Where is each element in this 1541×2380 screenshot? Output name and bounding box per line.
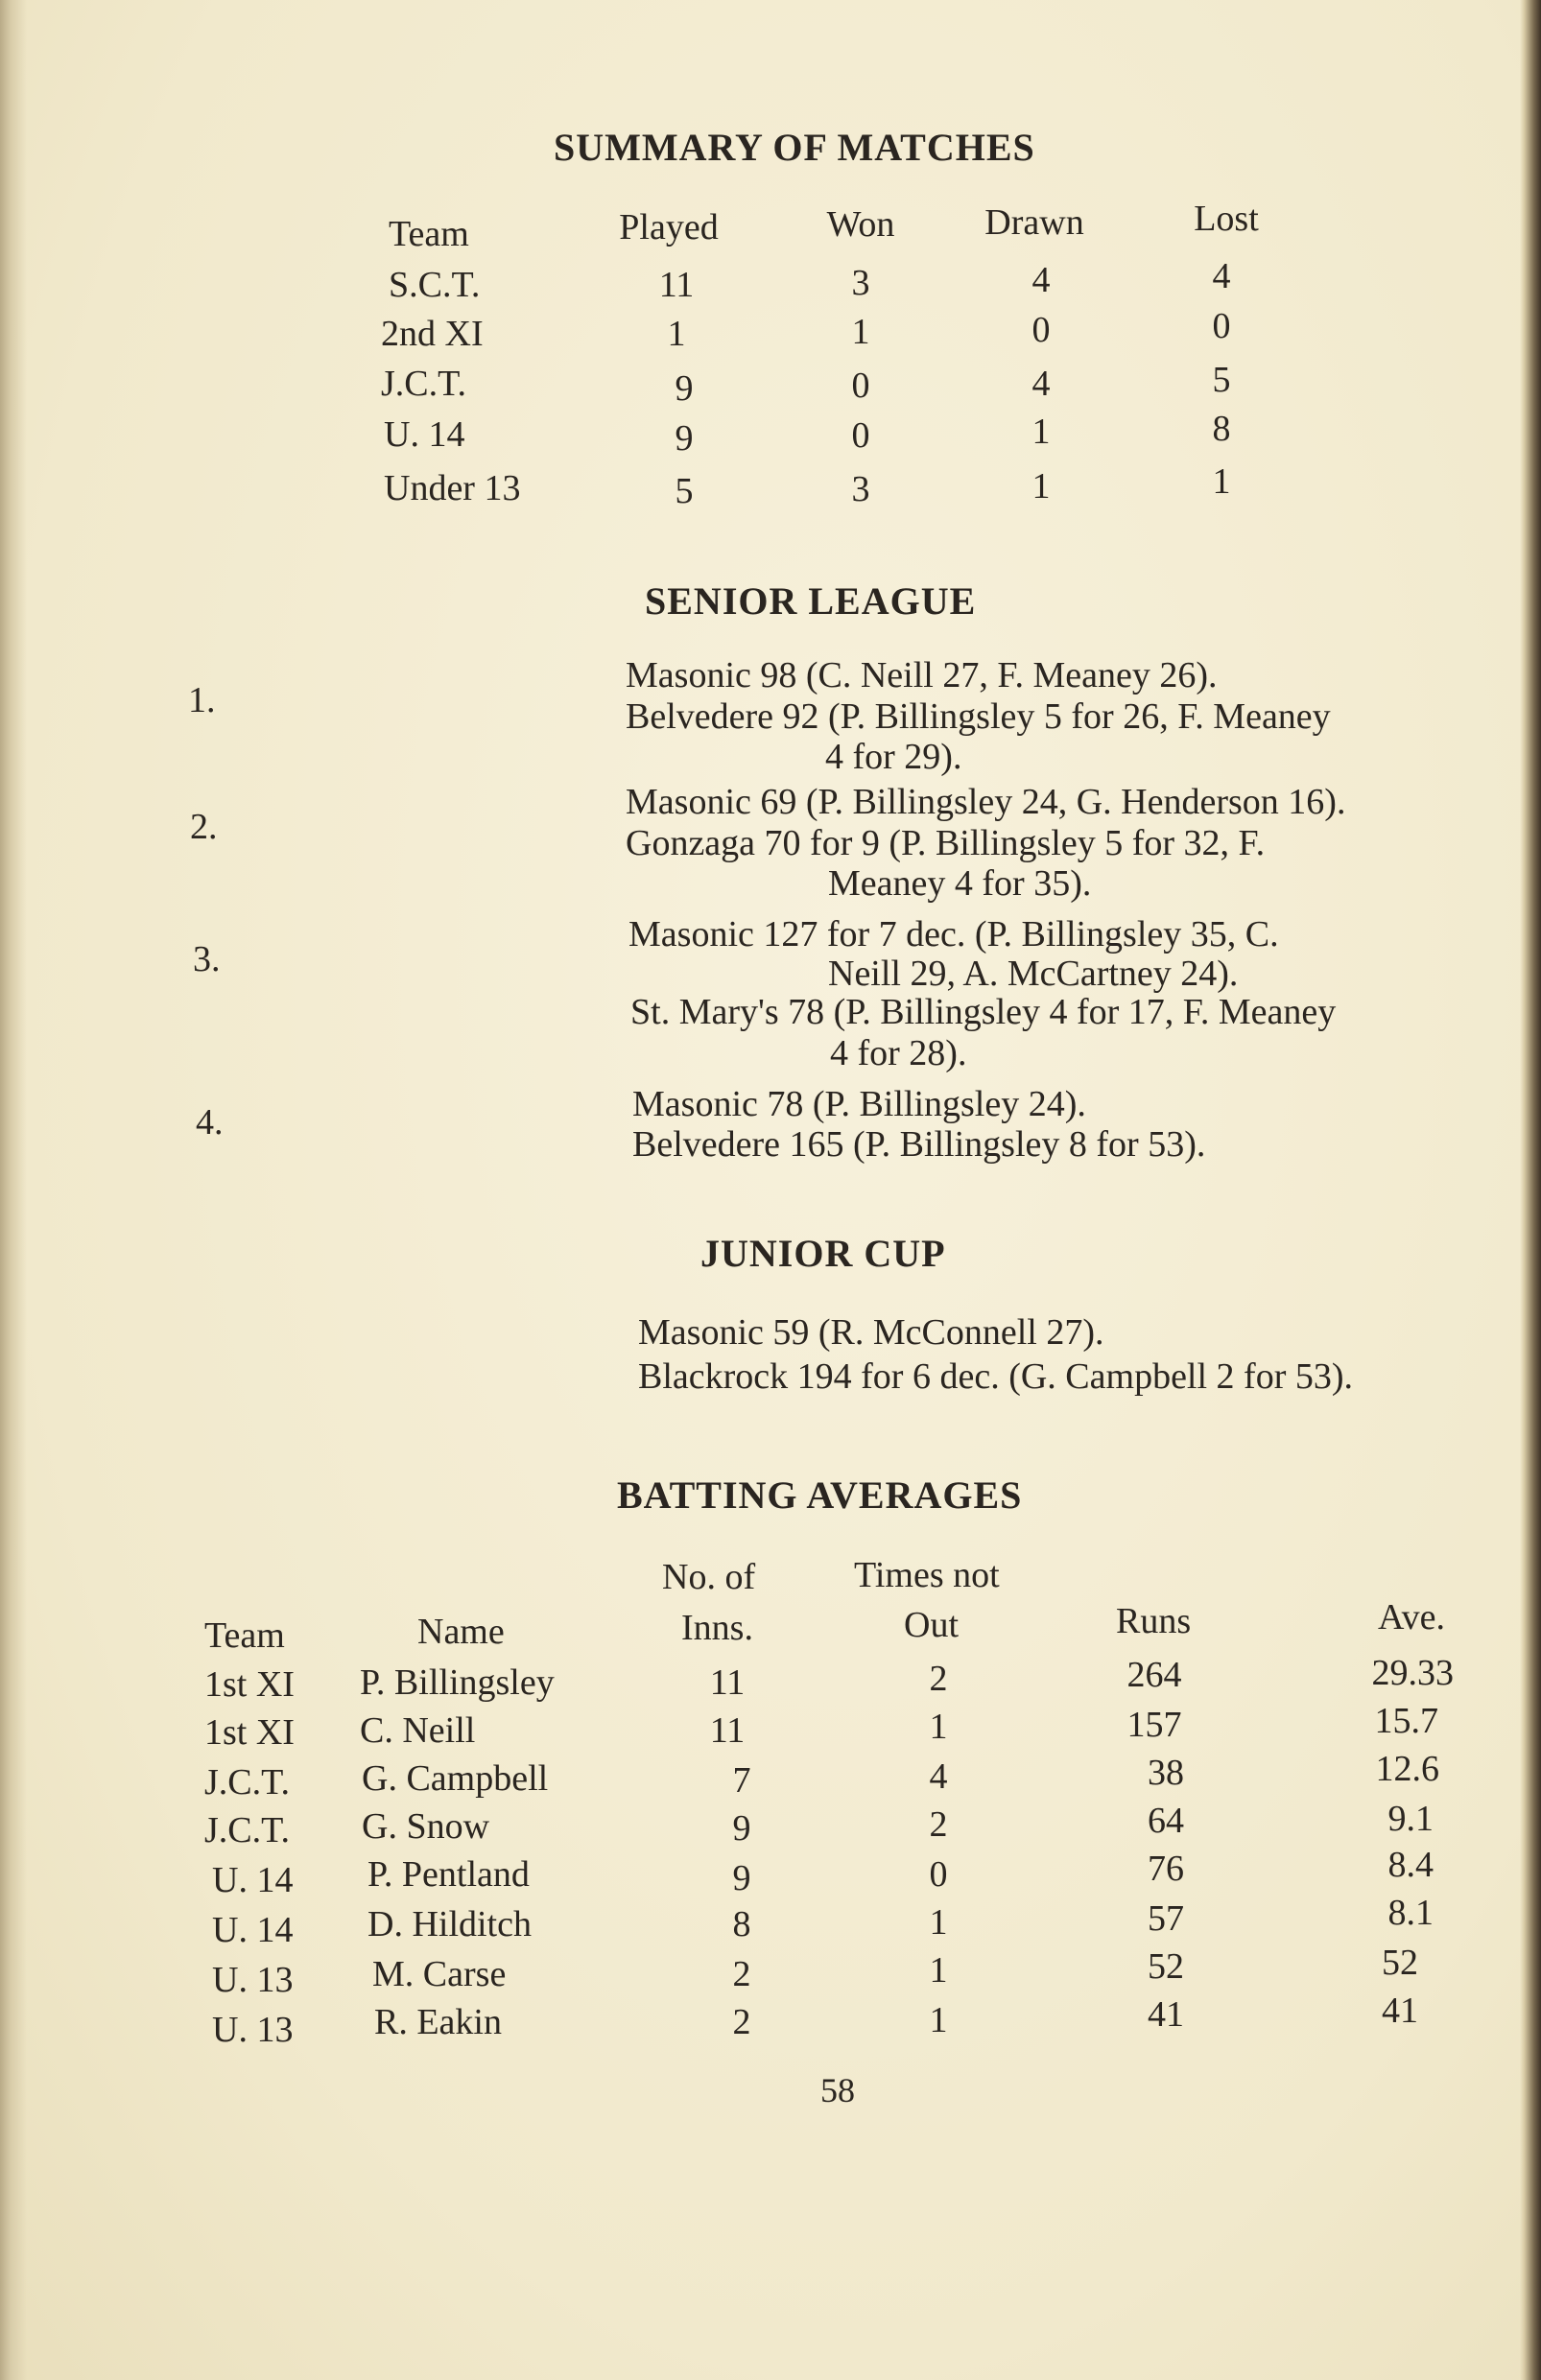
- senior-league-title: SENIOR LEAGUE: [645, 579, 977, 623]
- batting-runs: 64: [1148, 1801, 1184, 1841]
- summary-played: 9: [675, 368, 694, 409]
- batting-header-inns: Inns.: [681, 1608, 753, 1648]
- summary-header-team: Team: [389, 214, 469, 254]
- batting-name: D. Hilditch: [367, 1904, 532, 1944]
- page-edge-right: [1520, 0, 1541, 2380]
- match-line: Meaney 4 for 35).: [828, 863, 1092, 904]
- batting-runs: 157: [1126, 1705, 1182, 1745]
- batting-out: 1: [929, 1950, 948, 1991]
- summary-drawn: 4: [1031, 260, 1051, 300]
- match-line: Belvedere 165 (P. Billingsley 8 for 53).: [632, 1124, 1206, 1165]
- batting-header-out: Out: [904, 1605, 959, 1645]
- batting-name: P. Pentland: [367, 1854, 530, 1895]
- junior-cup-line: Masonic 59 (R. McConnell 27).: [638, 1312, 1104, 1353]
- summary-drawn: 4: [1031, 364, 1051, 404]
- batting-name: C. Neill: [360, 1710, 476, 1751]
- batting-name: G. Campbell: [362, 1758, 549, 1799]
- batting-runs: 264: [1126, 1655, 1182, 1695]
- batting-ave: 8.4: [1387, 1845, 1434, 1885]
- batting-header-no-of: No. of: [662, 1557, 756, 1597]
- batting-team: 1st XI: [204, 1664, 295, 1705]
- batting-out: 2: [929, 1804, 948, 1845]
- match-line: Masonic 127 for 7 dec. (P. Billingsley 35, C.: [628, 914, 1279, 954]
- match-line: 4 for 29).: [825, 737, 962, 777]
- junior-cup-title: JUNIOR CUP: [700, 1232, 946, 1275]
- match-line: Masonic 78 (P. Billingsley 24).: [632, 1084, 1086, 1124]
- batting-name: G. Snow: [362, 1806, 490, 1847]
- summary-won: 1: [851, 312, 870, 352]
- match-number: 4.: [196, 1102, 224, 1143]
- summary-won: 0: [851, 365, 870, 406]
- batting-header-ave: Ave.: [1378, 1597, 1445, 1638]
- batting-inns: 9: [732, 1808, 751, 1849]
- summary-played: 5: [675, 471, 694, 511]
- summary-header-played: Played: [619, 207, 719, 247]
- summary-team: U. 14: [384, 414, 465, 455]
- batting-ave: 29.33: [1371, 1653, 1454, 1693]
- match-line: Masonic 69 (P. Billingsley 24, G. Henderson 16).: [626, 782, 1346, 822]
- summary-lost: 4: [1212, 256, 1231, 296]
- match-line: Neill 29, A. McCartney 24).: [828, 954, 1239, 994]
- summary-won: 0: [851, 415, 870, 456]
- batting-header-name: Name: [417, 1612, 505, 1652]
- batting-runs: 38: [1148, 1753, 1184, 1793]
- batting-ave: 52: [1382, 1943, 1418, 1983]
- page-number: 58: [820, 2071, 855, 2109]
- batting-header-times-not: Times not: [854, 1555, 1000, 1595]
- batting-out: 1: [929, 1707, 948, 1747]
- junior-cup-line: Blackrock 194 for 6 dec. (G. Campbell 2 for 53).: [638, 1356, 1354, 1397]
- summary-drawn: 1: [1031, 466, 1051, 507]
- batting-out: 2: [929, 1659, 948, 1699]
- summary-won: 3: [851, 263, 870, 303]
- summary-team: Under 13: [384, 468, 521, 508]
- batting-inns: 11: [709, 1662, 746, 1703]
- batting-header-runs: Runs: [1116, 1601, 1192, 1641]
- batting-ave: 9.1: [1387, 1799, 1434, 1839]
- match-line: Masonic 98 (C. Neill 27, F. Meaney 26).: [626, 655, 1218, 695]
- summary-played: 9: [675, 418, 694, 459]
- batting-ave: 12.6: [1375, 1749, 1439, 1789]
- batting-runs: 57: [1148, 1898, 1184, 1939]
- batting-team: U. 14: [212, 1860, 294, 1900]
- summary-team: 2nd XI: [381, 314, 484, 354]
- batting-ave: 8.1: [1387, 1893, 1434, 1933]
- batting-team: U. 13: [212, 1960, 294, 2000]
- summary-lost: 1: [1212, 461, 1231, 502]
- batting-out: 4: [929, 1756, 948, 1797]
- summary-lost: 0: [1212, 306, 1231, 346]
- batting-ave: 15.7: [1374, 1701, 1438, 1741]
- batting-ave: 41: [1382, 1991, 1418, 2031]
- match-number: 3.: [193, 939, 221, 979]
- batting-runs: 52: [1148, 1946, 1184, 1987]
- batting-team: 1st XI: [204, 1712, 295, 1753]
- batting-inns: 8: [732, 1904, 751, 1944]
- summary-played: 11: [658, 265, 695, 305]
- batting-out: 1: [929, 1902, 948, 1943]
- match-number: 2.: [190, 807, 218, 847]
- summary-drawn: 0: [1031, 310, 1051, 350]
- batting-team: J.C.T.: [204, 1762, 291, 1803]
- batting-name: P. Billingsley: [360, 1662, 555, 1703]
- batting-out: 1: [929, 2000, 948, 2040]
- summary-lost: 5: [1212, 360, 1231, 400]
- batting-inns: 2: [732, 1954, 751, 1994]
- batting-name: M. Carse: [372, 1954, 507, 1994]
- batting-name: R. Eakin: [374, 2002, 502, 2042]
- batting-team: J.C.T.: [204, 1810, 291, 1850]
- summary-header-drawn: Drawn: [984, 202, 1084, 243]
- batting-inns: 9: [732, 1858, 751, 1898]
- match-line: Belvedere 92 (P. Billingsley 5 for 26, F. Meaney: [626, 696, 1331, 737]
- summary-won: 3: [851, 469, 870, 509]
- batting-inns: 7: [732, 1760, 751, 1801]
- summary-played: 1: [667, 314, 686, 354]
- batting-inns: 11: [709, 1710, 746, 1751]
- page-edge-left: [0, 0, 27, 2380]
- summary-lost: 8: [1212, 409, 1231, 449]
- batting-inns: 2: [732, 2002, 751, 2042]
- batting-title: BATTING AVERAGES: [617, 1473, 1023, 1517]
- summary-drawn: 1: [1031, 412, 1051, 452]
- batting-team: U. 14: [212, 1910, 294, 1950]
- summary-team: J.C.T.: [381, 364, 467, 404]
- batting-runs: 41: [1148, 1994, 1184, 2035]
- batting-header-team: Team: [204, 1615, 285, 1656]
- summary-header-won: Won: [826, 204, 895, 245]
- match-line: 4 for 28).: [830, 1033, 967, 1073]
- match-number: 1.: [188, 680, 216, 720]
- match-line: Gonzaga 70 for 9 (P. Billingsley 5 for 32, F.: [626, 823, 1266, 863]
- summary-team: S.C.T.: [389, 265, 481, 305]
- match-line: St. Mary's 78 (P. Billingsley 4 for 17, F. Meaney: [630, 992, 1337, 1032]
- summary-title: SUMMARY OF MATCHES: [554, 126, 1035, 169]
- batting-team: U. 13: [212, 2010, 294, 2050]
- batting-runs: 76: [1148, 1849, 1184, 1889]
- summary-header-lost: Lost: [1194, 199, 1259, 239]
- batting-out: 0: [929, 1854, 948, 1895]
